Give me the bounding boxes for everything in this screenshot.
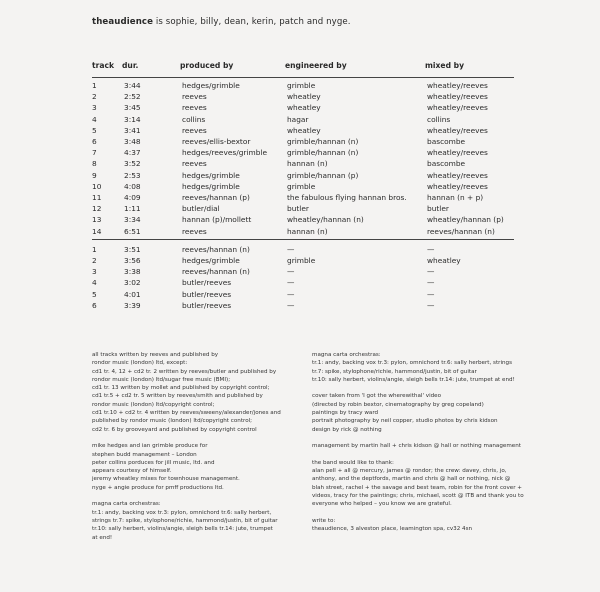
table-row	[92, 214, 514, 225]
cd2-track-list	[92, 244, 514, 311]
track-duration: 3:14	[124, 114, 141, 124]
track-number: 7	[92, 148, 97, 158]
band-lineup	[92, 17, 351, 27]
engineer-cell: hagar	[287, 114, 309, 124]
engineer-cell: the fabulous flying hannan bros.	[287, 193, 407, 203]
track-duration: 1:11	[124, 204, 141, 214]
note-line: cd2 tr. 6 by grooveyard and published by copyright control	[92, 426, 257, 433]
track-duration: 3:38	[124, 267, 141, 277]
publishing-notes	[92, 351, 282, 550]
track-duration: 4:09	[124, 193, 141, 203]
track-number: 2	[92, 92, 97, 102]
producer-cell: butler/reeves	[182, 278, 232, 288]
track-duration: 3:56	[124, 256, 141, 266]
track-number: 2	[92, 256, 97, 266]
table-row	[92, 136, 514, 147]
header-duration: dur.	[122, 61, 139, 70]
track-duration: 3:02	[124, 278, 141, 288]
producer-cell: butler/reeves	[182, 300, 232, 310]
note-line: magna carta orchestras:	[312, 352, 381, 358]
producer-cell: butler/dial	[182, 204, 220, 214]
track-duration: 3:45	[124, 103, 141, 113]
engineer-cell: grimble	[287, 256, 316, 266]
note-line: everyone who helped – you know we are grateful.	[312, 501, 452, 508]
note-line: paintings by tracy ward	[312, 410, 379, 417]
note-line: tr.1: andy, backing vox tr.3: pylon, omnichord tr.6: sally herbert, strings	[312, 360, 513, 367]
table-row	[92, 80, 514, 91]
table-row	[92, 266, 514, 277]
track-duration: 6:51	[124, 226, 141, 236]
note-line: cd1 tr.10 + cd2 tr. 4 written by reeves/sweeny/alexander/jones and	[92, 410, 281, 417]
engineer-cell: wheatley	[287, 103, 321, 113]
note-paragraph	[92, 500, 282, 541]
table-row	[92, 192, 514, 203]
track-number: 6	[92, 300, 97, 310]
note-line: theaudience, 3 alveston place, leamington spa, cv32 4sn	[312, 526, 473, 533]
producer-cell: hedges/grimble	[182, 81, 240, 90]
engineer-cell: grimble	[287, 81, 316, 90]
producer-cell: hedges/grimble	[182, 170, 240, 180]
producer-cell: hannan (p)/mollett	[182, 215, 252, 225]
producer-cell: collins	[182, 114, 206, 124]
mixer-cell: wheatley/hannan (p)	[427, 215, 504, 225]
track-credits-table	[92, 60, 514, 311]
track-number: 1	[92, 81, 97, 90]
producer-cell: reeves	[182, 159, 207, 169]
note-line: jeremy wheatley mixes for townhouse management.	[92, 476, 240, 483]
engineer-cell: —	[287, 289, 295, 299]
note-line: at end!	[92, 534, 113, 541]
producer-cell: reeves	[182, 103, 207, 113]
mixer-cell: —	[427, 244, 435, 254]
note-paragraph	[312, 517, 512, 534]
credits-thanks-notes	[312, 351, 524, 542]
engineer-cell: wheatley	[287, 125, 321, 135]
table-row	[92, 125, 514, 136]
track-duration: 3:34	[124, 215, 141, 225]
note-line: cover taken from 'I got the wherewithal' video	[312, 393, 442, 400]
track-number: 4	[92, 278, 97, 288]
mixer-cell: —	[427, 289, 435, 299]
track-number: 3	[92, 267, 97, 277]
engineer-cell: grimble/hannan (p)	[287, 170, 359, 180]
table-row	[92, 244, 514, 255]
table-row	[92, 289, 514, 300]
table-row	[92, 181, 514, 192]
header-divider	[92, 77, 514, 78]
track-duration: 3:44	[124, 81, 141, 90]
table-row	[92, 147, 514, 158]
track-duration: 3:51	[124, 244, 141, 254]
producer-cell: reeves	[182, 125, 207, 135]
engineer-cell: —	[287, 300, 295, 310]
table-header	[92, 60, 514, 72]
header-mixed: mixed by	[425, 61, 465, 70]
note-line: magna carta orchestras:	[92, 501, 161, 508]
producer-cell: reeves	[182, 92, 207, 102]
cd-divider	[92, 239, 514, 240]
mixer-cell: wheatley/reeves	[427, 92, 488, 102]
note-line: design by rick @ nothing	[312, 426, 382, 433]
note-paragraph	[312, 442, 521, 450]
note-line: (directed by robin bextor, cinematography by greg copeland)	[312, 401, 484, 408]
mixer-cell: butler	[427, 204, 449, 214]
note-line: blah street, rachel + the savage and best team, robin for the front cover +	[312, 484, 522, 491]
engineer-cell: —	[287, 267, 295, 277]
mixer-cell: hannan (n + p)	[427, 193, 484, 203]
mixer-cell: bascombe	[427, 137, 466, 147]
note-line: management by martin hall + chris kidson @ hall or nothing management	[312, 443, 521, 450]
mixer-cell: wheatley/reeves	[427, 170, 488, 180]
engineer-cell: wheatley	[287, 92, 321, 102]
table-row	[92, 300, 514, 311]
cd1-track-list	[92, 80, 514, 237]
track-duration: 3:52	[124, 159, 141, 169]
track-number: 4	[92, 114, 97, 124]
track-number: 13	[92, 215, 102, 225]
producer-cell: hedges/grimble	[182, 256, 240, 266]
engineer-cell: grimble	[287, 181, 316, 191]
mixer-cell: wheatley/reeves	[427, 148, 488, 158]
track-number: 11	[92, 193, 102, 203]
engineer-cell: grimble/hannan (n)	[287, 148, 359, 158]
mixer-cell: —	[427, 278, 435, 288]
table-row	[92, 102, 514, 113]
mixer-cell: —	[427, 267, 435, 277]
producer-cell: reeves/ellis-bextor	[182, 137, 251, 147]
note-line: cd1 tr. 4, 12 + cd2 tr. 2 written by reeves/butler and published by	[92, 368, 277, 375]
note-line: portrait photography by neil copper, studio photos by chris kidson	[312, 418, 498, 425]
table-row	[92, 114, 514, 125]
track-number: 10	[92, 181, 102, 191]
mixer-cell: wheatley	[427, 256, 461, 266]
note-line: anthony, and the deptfords, martin and chris @ hall or nothing, nick @	[312, 476, 511, 483]
table-row	[92, 277, 514, 288]
track-duration: 3:41	[124, 125, 141, 135]
note-line: tr.10: sally herbert, violins/angie, sleigh bells tr.14: jute, trumpet at end!	[312, 376, 515, 383]
producer-cell: hedges/reeves/grimble	[182, 148, 268, 158]
header-track: track	[92, 61, 115, 70]
note-line: cd1 tr.5 + cd2 tr. 5 written by reeves/smith and published by	[92, 393, 263, 400]
track-number: 3	[92, 103, 97, 113]
track-duration: 2:52	[124, 92, 141, 102]
table-row	[92, 203, 514, 214]
track-number: 8	[92, 159, 97, 169]
engineer-cell: butler	[287, 204, 309, 214]
note-line: rondor music (london) ltd/sugar free music (BMI);	[92, 376, 231, 383]
lineup-text: is sophie, billy, dean, kerin, patch and nyge.	[153, 17, 351, 27]
note-line: tr.7: spike, stylophone/richie, hammond/justin, bit of guitar	[312, 368, 477, 375]
engineer-cell: hannan (n)	[287, 226, 328, 236]
mixer-cell: wheatley/reeves	[427, 125, 488, 135]
note-paragraph	[312, 459, 524, 509]
note-line: mike hedges and ian grimble produce for	[92, 443, 208, 450]
mixer-cell: bascombe	[427, 159, 466, 169]
note-line: rondor music (london) ltd/copyright control;	[92, 401, 215, 408]
note-line: the band would like to thank:	[312, 459, 394, 466]
track-duration: 3:48	[124, 137, 141, 147]
note-line: published by rondor music (london) ltd/copyright control;	[92, 418, 253, 425]
mixer-cell: collins	[427, 114, 451, 124]
note-paragraph	[92, 351, 282, 434]
track-duration: 4:08	[124, 181, 141, 191]
mixer-cell: wheatley/reeves	[427, 181, 488, 191]
header-produced: produced by	[180, 61, 234, 70]
note-paragraph	[312, 392, 512, 433]
engineer-cell: hannan (n)	[287, 159, 328, 169]
track-number: 12	[92, 204, 102, 214]
note-paragraph	[92, 442, 282, 492]
producer-cell: reeves	[182, 226, 207, 236]
track-duration: 3:39	[124, 300, 141, 310]
note-line: all tracks written by reeves and published by	[92, 352, 219, 358]
engineer-cell: —	[287, 244, 295, 254]
table-row	[92, 226, 514, 237]
note-line: write to:	[312, 517, 336, 524]
mixer-cell: wheatley/reeves	[427, 81, 488, 90]
track-duration: 4:37	[124, 148, 141, 158]
table-row	[92, 91, 514, 102]
mixer-cell: —	[427, 300, 435, 310]
track-number: 9	[92, 170, 97, 180]
track-number: 1	[92, 244, 97, 254]
producer-cell: reeves/hannan (p)	[182, 193, 250, 203]
engineer-cell: grimble/hannan (n)	[287, 137, 359, 147]
note-line: tr.1: andy, backing vox tr.3: pylon, omnichord tr.6: sally herbert,	[92, 509, 272, 516]
note-line: rondor music (london) ltd, except:	[92, 360, 188, 367]
producer-cell: reeves/hannan (n)	[182, 267, 250, 277]
engineer-cell: —	[287, 278, 295, 288]
table-row	[92, 255, 514, 266]
producer-cell: butler/reeves	[182, 289, 232, 299]
note-line: peter collins porduces for jill music, ltd. and	[92, 459, 215, 466]
track-number: 5	[92, 125, 97, 135]
mixer-cell: reeves/hannan (n)	[427, 226, 495, 236]
note-line: strings tr.7: spike, stylophone/richie, hammond/justin, bit of guitar	[92, 517, 278, 524]
track-duration: 2:53	[124, 170, 141, 180]
track-duration: 4:01	[124, 289, 141, 299]
note-line: tr.10: sally herbert, violins/angie, sleigh bells tr.14: jute, trumpet	[92, 526, 273, 533]
mixer-cell: wheatley/reeves	[427, 103, 488, 113]
table-row	[92, 158, 514, 169]
note-paragraph	[312, 351, 515, 384]
track-number: 6	[92, 137, 97, 147]
header-engineered: engineered by	[285, 61, 347, 70]
engineer-cell: wheatley/hannan (n)	[287, 215, 364, 225]
note-line: nyge + angie produce for pmff productions ltd.	[92, 484, 224, 491]
band-name: theaudience	[92, 17, 154, 27]
note-line: videos, tracy for the paintings; chris, michael, scott @ ITB and thank you to	[312, 493, 524, 500]
note-line: alan pell + all @ mercury, james @ rondor; the crew: davey, chris, jo,	[312, 468, 507, 475]
table-row	[92, 170, 514, 181]
producer-cell: hedges/grimble	[182, 181, 240, 191]
note-line: cd1 tr. 13 written by mollet and published by copyright control;	[92, 385, 270, 392]
track-number: 14	[92, 226, 102, 236]
producer-cell: reeves/hannan (n)	[182, 244, 250, 254]
note-line: stephen budd management – London	[92, 451, 197, 458]
note-line: appears courtesy of himself.	[92, 468, 172, 475]
track-number: 5	[92, 289, 97, 299]
